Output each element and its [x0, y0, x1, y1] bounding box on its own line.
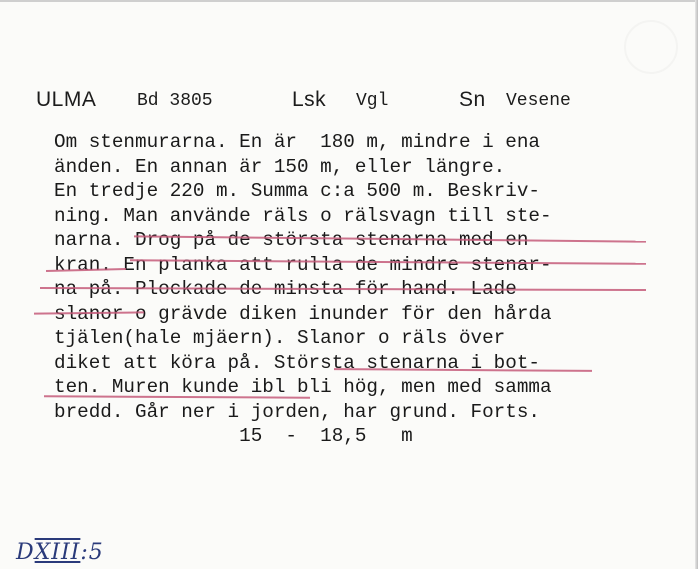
- text-line: ten. Muren kunde ibl bli hög, men med samma: [54, 376, 552, 398]
- text-line: Om stenmurarna. En är 180 m, mindre i ena: [54, 131, 540, 153]
- card-top-edge: [0, 0, 698, 2]
- sn-label: Sn: [459, 88, 486, 111]
- location-title: ULMA: [36, 88, 97, 111]
- signum-numeral: XIII: [34, 540, 81, 565]
- text-line: diket att köra på. Största stenarna i bot-: [54, 351, 540, 374]
- text-line: ning. Man använde räls o rälsvagn till ste-: [54, 204, 552, 227]
- lsk-label: Lsk: [292, 88, 327, 111]
- text-line: narna. Drog på de största stenarna med en: [54, 229, 529, 251]
- text-line: na på. Plockade de minsta för hand. Lade: [54, 278, 517, 300]
- lsk-value: Vgl: [356, 91, 389, 111]
- text-line: änden. En annan är 150 m, eller längre.: [54, 155, 506, 178]
- text-line: tjälen(hale mjäern). Slanor o räls över: [54, 327, 506, 349]
- text-line: kran. En planka att rulla de mindre stenar-: [54, 253, 552, 276]
- signum-suffix: :5: [80, 540, 104, 565]
- sn-value: Vesene: [506, 91, 571, 111]
- text-line: 15 - 18,5 m: [54, 425, 413, 447]
- text-line: bredd. Går ner i jorden, har grund. Forts.: [54, 400, 540, 423]
- signum-prefix: D: [16, 540, 35, 565]
- faint-mark: [624, 20, 678, 74]
- text-line: En tredje 220 m. Summa c:a 500 m. Beskriv-: [54, 180, 540, 202]
- text-line: slanor o grävde diken inunder för den hårda: [54, 302, 552, 325]
- card-header: [36, 88, 676, 120]
- bd-number: Bd 3805: [137, 91, 213, 111]
- archive-signum: [16, 540, 104, 565]
